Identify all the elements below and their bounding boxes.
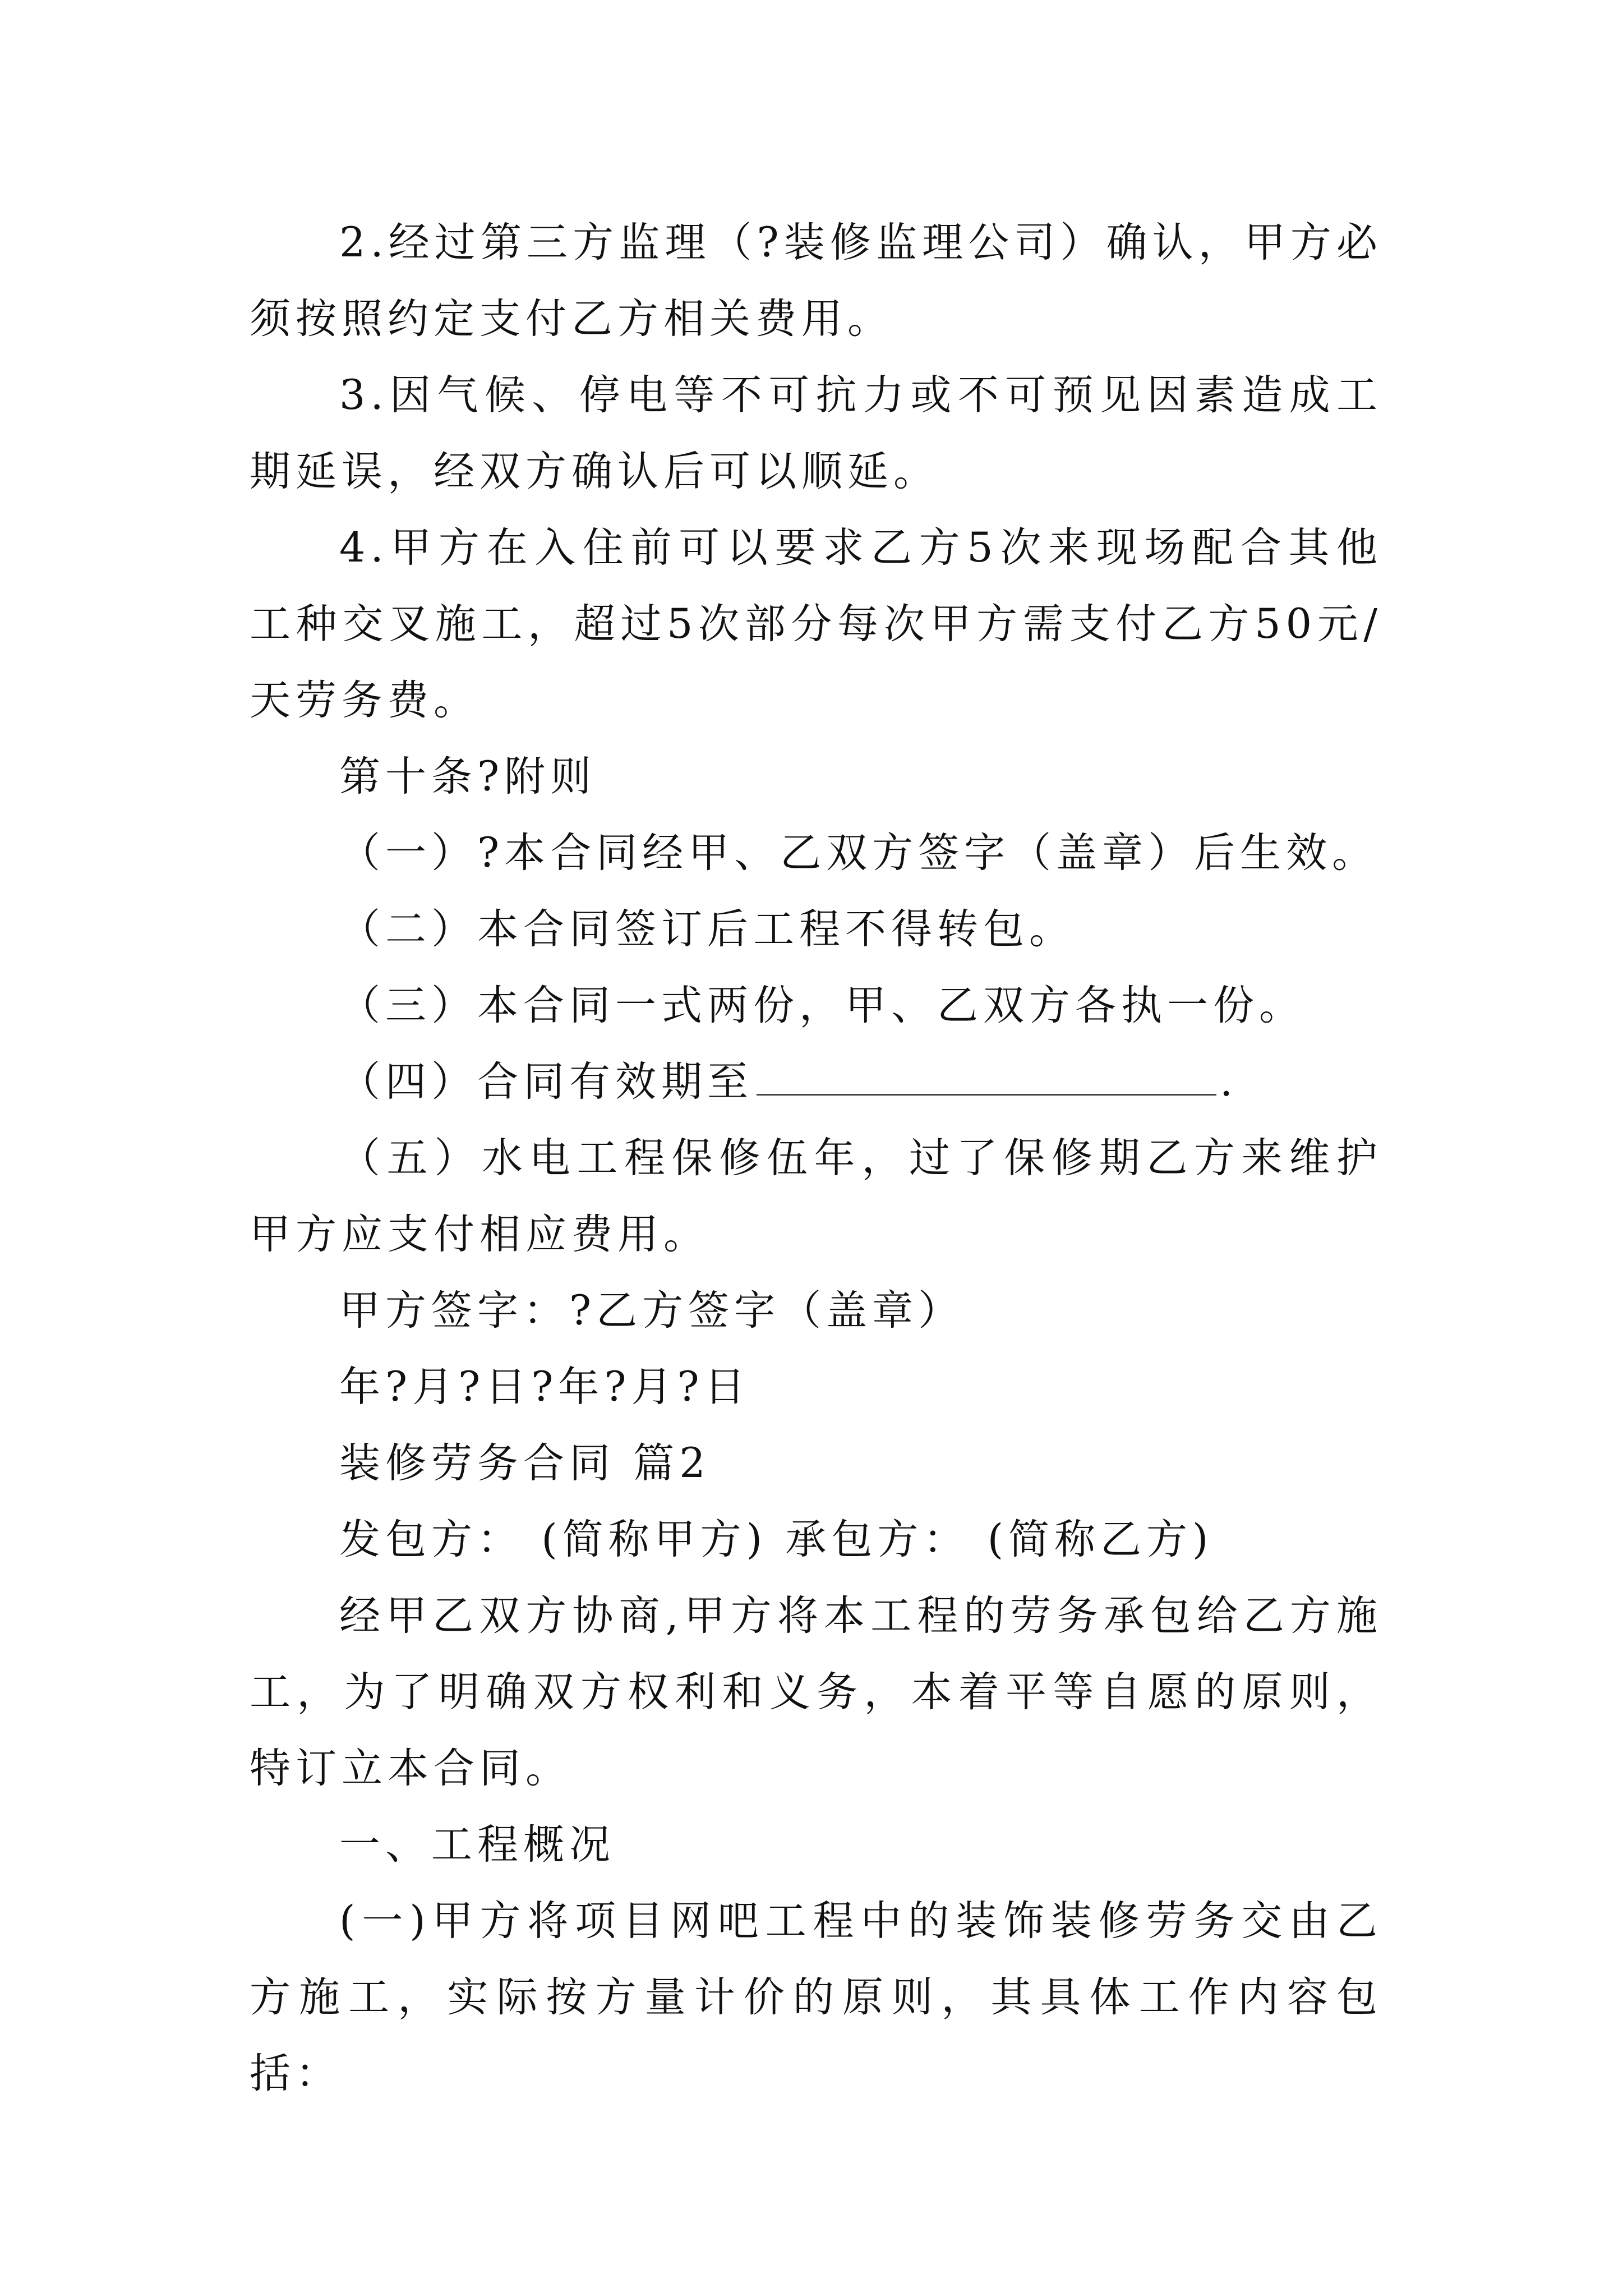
clause-10-item-2: （二）本合同签订后工程不得转包。 xyxy=(339,905,1075,953)
section-1-item-1: (一)甲方将项目网吧工程中的装饰装修劳务交由乙方施工，实际按方量计价的原则，其具体工作内容包括： xyxy=(250,1897,1382,2097)
validity-date-blank xyxy=(757,1052,1216,1096)
section-1-heading: 一、工程概况 xyxy=(339,1821,615,1869)
document-body xyxy=(250,205,1382,2112)
signature-line: 甲方签字：?乙方签字（盖章） xyxy=(339,1287,965,1335)
clause-9-item-2: 2.经过第三方监理（?装修监理公司）确认，甲方必须按照约定支付乙方相关费用。 xyxy=(250,219,1382,343)
clause-10-item-1: （一）?本合同经甲、乙双方签字（盖章）后生效。 xyxy=(339,829,1378,877)
clause-10-item-4 xyxy=(250,1044,1382,1120)
signature-date-line: 年?月?日?年?月?日 xyxy=(339,1363,750,1411)
contract-preamble: 经甲乙双方协商,甲方将本工程的劳务承包给乙方施工，为了明确双方权利和义务，本着平等自愿的原则，特订立本合同。 xyxy=(250,1592,1382,1792)
clause-10-item-3: （三）本合同一式两份，甲、乙双方各执一份。 xyxy=(339,982,1305,1029)
contract-parties: 发包方： (简称甲方) 承包方： (简称乙方) xyxy=(339,1516,1214,1563)
validity-label: （四）合同有效期至 xyxy=(339,1058,753,1106)
clause-9-item-4: 4.甲方在入住前可以要求乙方5次来现场配合其他工种交叉施工，超过5次部分每次甲方需支付乙方50元/天劳务费。 xyxy=(250,524,1382,724)
clause-10-heading: 第十条?附则 xyxy=(339,753,597,800)
clause-9-item-3: 3.因气候、停电等不可抗力或不可预见因素造成工期延误，经双方确认后可以顺延。 xyxy=(250,371,1382,495)
clause-10-item-5: （五）水电工程保修伍年，过了保修期乙方来维护甲方应支付相应费用。 xyxy=(250,1134,1382,1258)
contract-2-title: 装修劳务合同 篇2 xyxy=(339,1439,711,1487)
validity-end-period: . xyxy=(1220,1058,1238,1106)
